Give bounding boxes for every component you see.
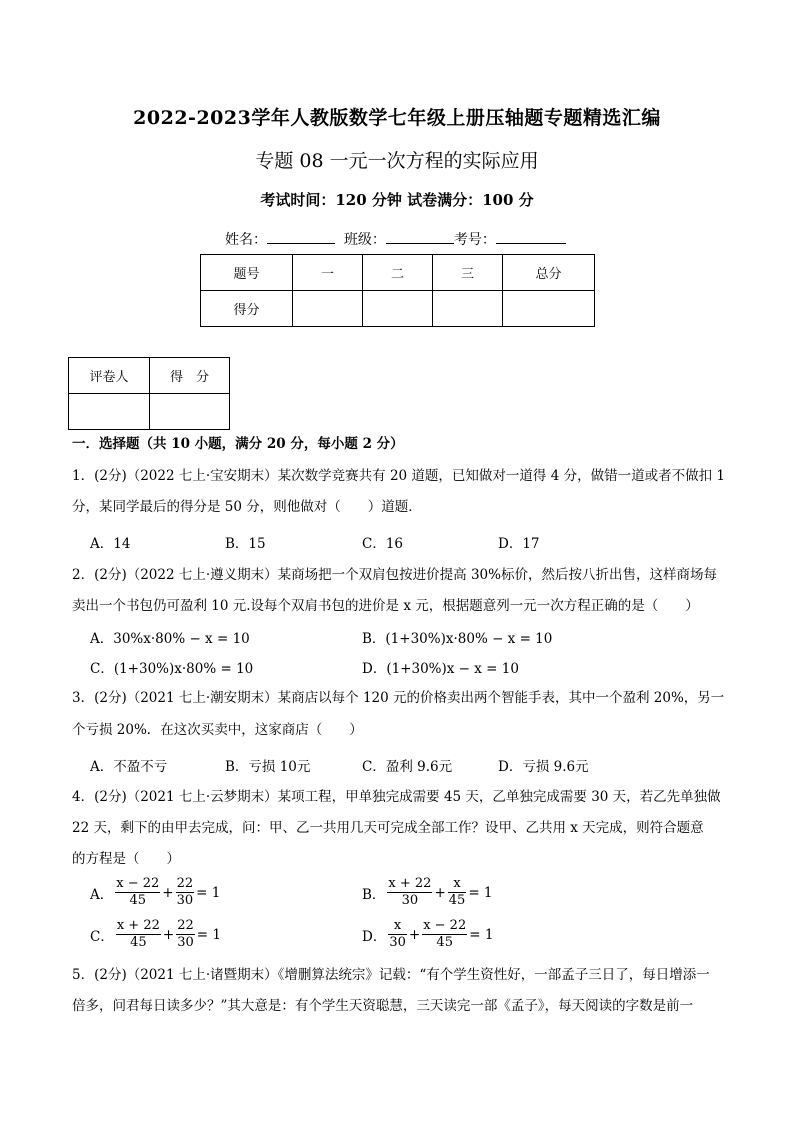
option-letter: A． <box>90 886 114 903</box>
class-label: 班级： <box>343 232 386 248</box>
question-4-line-2: 22 天，剩下的由甲去完成，问：甲、乙一共用几天可完成全部工作？设甲、乙共用 x 天完成，则符合题意 <box>72 820 704 836</box>
score-row-label: 得分 <box>201 291 293 327</box>
score-header-cell: 一 <box>293 255 363 291</box>
q4-option-c[interactable] <box>90 918 221 951</box>
grader-table-header-row <box>69 358 230 394</box>
q3-option-b[interactable]: B．亏损 10元 <box>225 759 311 775</box>
q1-option-d[interactable]: D．17 <box>498 536 540 552</box>
option-letter: D． <box>362 928 387 945</box>
score-table-row <box>201 291 595 327</box>
q3-option-c[interactable]: C．盈利 9.6元 <box>362 759 453 775</box>
question-1-line-1: 1．(2分)（2022 七上·宝安期末）某次数学竞赛共有 20 道题，已知做对一道得 4 分，做错一道或者不做扣 1 <box>72 468 725 484</box>
fraction: $\frac{x - 22}{45}$ <box>423 918 467 950</box>
name-label: 姓名： <box>225 232 267 248</box>
grader-cell[interactable] <box>150 394 230 430</box>
q3-option-a[interactable]: A．不盈不亏 <box>90 759 168 775</box>
class-blank[interactable] <box>386 231 454 244</box>
q2-option-c[interactable]: C．(1+30%)x·80% = 10 <box>90 661 254 677</box>
fraction: $\frac{x + 22}{30}$ <box>388 876 432 908</box>
question-2-line-2: 卖出一个书包仍可盈利 10 元.设每个双肩书包的进价是 x 元，根据题意列一元一次方程正确的是（ ） <box>72 598 699 614</box>
grader-table-row <box>69 394 230 430</box>
q2-option-a[interactable]: A．30%x·80% − x = 10 <box>90 631 250 647</box>
question-2-line-1: 2．(2分)（2022 七上·遵义期末）某商场把一个双肩包按进价提高 30%标价，然后按八折出售，这样商场每 <box>72 567 717 583</box>
q1-option-b[interactable]: B．15 <box>225 536 266 552</box>
q4-option-a[interactable] <box>90 876 220 909</box>
question-4-line-3: 的方程是（ ） <box>72 851 180 867</box>
question-1-line-2: 分，某同学最后的得分是 50 分，则他做对（ ）道题． <box>72 499 422 515</box>
exam-no-label: 考号： <box>453 232 496 248</box>
fraction: $\frac{x - 22}{45}$ <box>116 876 160 908</box>
fraction: $\frac{22}{30}$ <box>176 876 194 908</box>
student-info-line <box>225 229 566 249</box>
grader-cell[interactable] <box>69 394 150 430</box>
score-cell[interactable] <box>503 291 595 327</box>
score-header-cell: 题号 <box>201 255 293 291</box>
score-table-header-row <box>201 255 595 291</box>
question-3-line-1: 3．(2分)（2021 七上·潮安期末）某商店以每个 120 元的价格卖出两个智能手表，其中一个盈利 20%，另一 <box>72 690 725 706</box>
equals-one: = 1 <box>469 926 494 943</box>
equals-one: = 1 <box>196 884 221 901</box>
plus-sign: + <box>162 926 175 943</box>
plus-sign: + <box>434 884 446 901</box>
exam-no-blank[interactable] <box>496 231 566 244</box>
option-letter: B． <box>362 886 386 903</box>
score-cell[interactable] <box>433 291 503 327</box>
question-5-line-2: 倍多，问君每日读多少？”其大意是：有个学生天资聪慧，三天读完一部《孟子》，每天阅读的字数是前一 <box>72 998 694 1014</box>
q3-option-d[interactable]: D．亏损 9.6元 <box>498 759 589 775</box>
score-header-cell: 二 <box>363 255 433 291</box>
q4-option-b[interactable] <box>362 876 493 909</box>
grader-table <box>68 357 230 430</box>
option-letter: C． <box>90 928 114 945</box>
exam-info: 考试时间：120 分钟 试卷满分：100 分 <box>260 191 534 209</box>
name-blank[interactable] <box>267 231 335 244</box>
fraction: $\frac{x}{30}$ <box>389 918 406 950</box>
grader-header-cell: 得 分 <box>150 358 230 394</box>
score-cell[interactable] <box>363 291 433 327</box>
q1-option-c[interactable]: C．16 <box>362 536 404 552</box>
equals-one: = 1 <box>468 884 493 901</box>
score-table <box>200 254 595 327</box>
q4-option-d[interactable] <box>362 918 493 951</box>
document-subtitle: 专题 08 一元一次方程的实际应用 <box>255 150 539 172</box>
equals-one: = 1 <box>196 926 221 943</box>
document-title: 2022-2023学年人教版数学七年级上册压轴题专题精选汇编 <box>133 107 661 129</box>
grader-header-cell: 评卷人 <box>69 358 150 394</box>
question-5-line-1: 5．(2分)（2021 七上·诸暨期末）《增删算法统宗》记载：“有个学生资性好，一部孟子三日了，每日增添一 <box>72 967 710 983</box>
score-cell[interactable] <box>293 291 363 327</box>
section-heading: 一．选择题（共 10 小题，满分 20 分，每小题 2 分） <box>72 436 404 452</box>
score-header-cell: 总分 <box>503 255 595 291</box>
q2-option-d[interactable]: D．(1+30%)x − x = 10 <box>362 661 519 677</box>
plus-sign: + <box>408 926 421 943</box>
score-header-cell: 三 <box>433 255 503 291</box>
plus-sign: + <box>162 884 174 901</box>
question-4-line-1: 4．(2分)（2021 七上·云梦期末）某项工程，甲单独完成需要 45 天，乙单独完成需要 30 天，若乙先单独做 <box>72 789 721 805</box>
question-3-line-2: 个亏损 20%．在这次买卖中，这家商店（ ） <box>72 722 363 738</box>
q1-option-a[interactable]: A．14 <box>90 536 131 552</box>
q2-option-b[interactable]: B．(1+30%)x·80% − x = 10 <box>362 631 553 647</box>
fraction: $\frac{x + 22}{45}$ <box>116 918 160 950</box>
fraction: $\frac{x}{45}$ <box>448 876 466 908</box>
fraction: $\frac{22}{30}$ <box>177 918 194 950</box>
